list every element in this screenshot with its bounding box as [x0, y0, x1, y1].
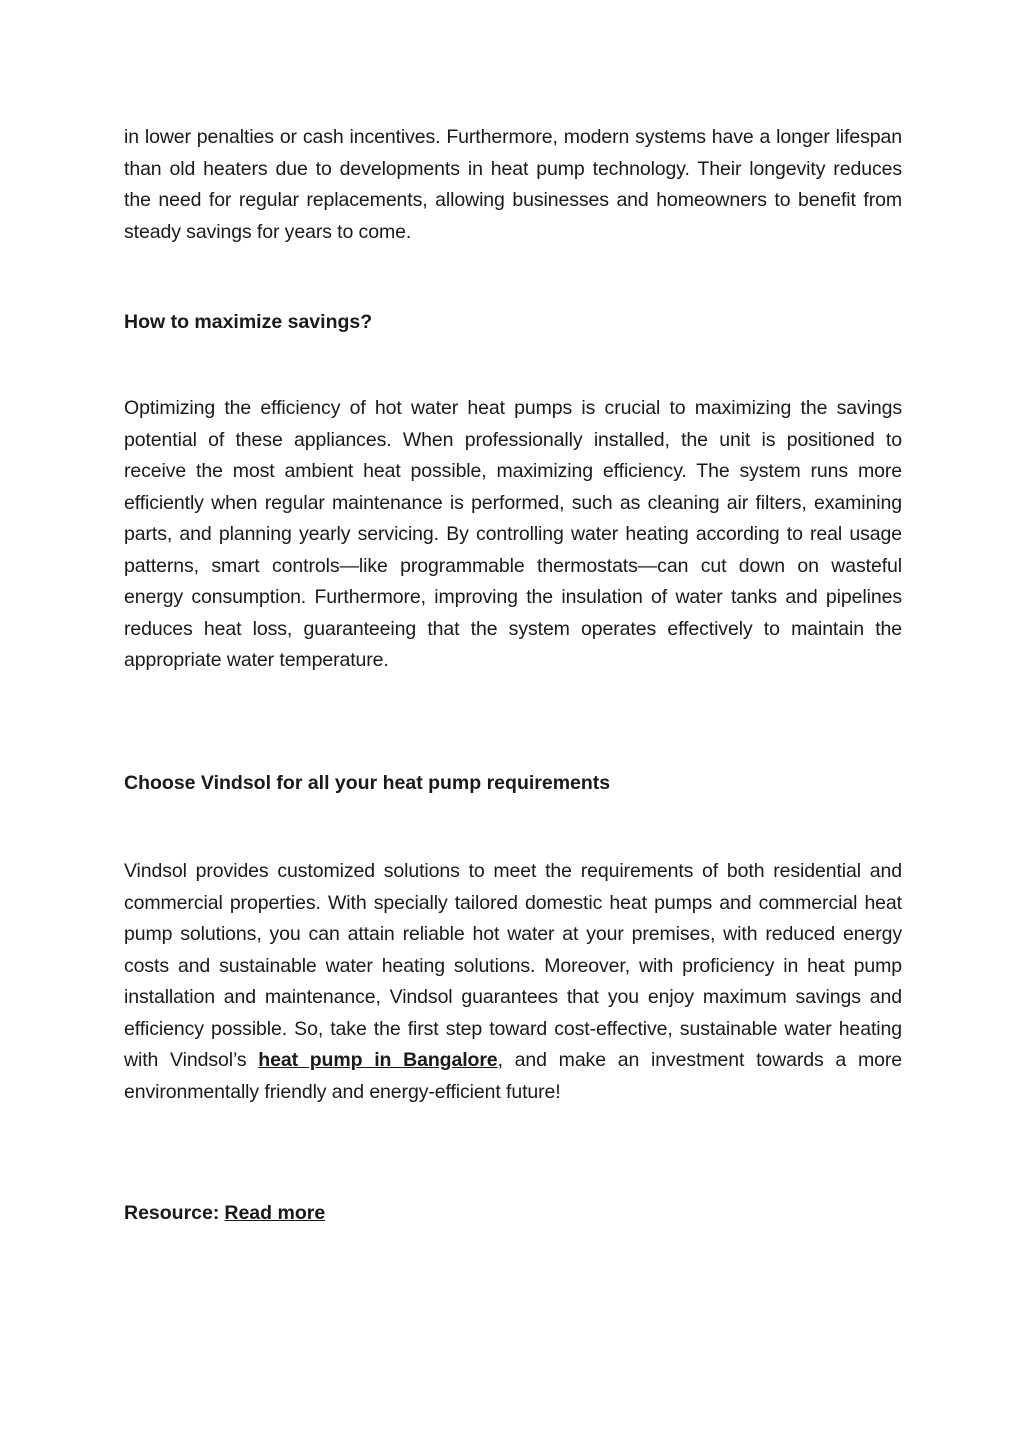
choose-vindsol-paragraph	[124, 856, 902, 1108]
heat-pump-bangalore-link[interactable]: heat pump in Bangalore	[258, 1049, 498, 1071]
maximize-savings-paragraph: Optimizing the efficiency of hot water heat pumps is crucial to maximizing the savings potential of these appliances. When professionally installed, the unit is positioned to receive the most ambient heat possible, maximizing efficiency. The system runs more efficiently when regular maintenance is performed, such as cleaning air filters, examining parts, and planning yearly servicing. By controlling water heating according to real usage patterns, smart controls—like programmable thermostats—can cut down on wasteful energy consumption. Furthermore, improving the insulation of water tanks and pipelines reduces heat loss, guaranteeing that the system operates effectively to maintain the appropriate water temperature.	[124, 397, 902, 671]
section-heading-choose-vindsol: Choose Vindsol for all your heat pump requirements	[124, 772, 611, 794]
resource-label: Resource:	[124, 1202, 220, 1224]
section-heading-maximize-savings: How to maximize savings?	[124, 311, 373, 333]
resource-line	[124, 1198, 325, 1230]
intro-paragraph: in lower penalties or cash incentives. Furthermore, modern systems have a longer lifespan than old heaters due to developments in heat pump technology. Their longevity reduces the need for regular replacements, allowing businesses and homeowners to benefit from steady savings for years to come.	[124, 126, 902, 243]
paragraph-text-before-link: Vindsol provides customized solutions to meet the requirements of both residential and commercial properties. With specially tailored domestic heat pumps and commercial heat pump solutions, you can attain reliable hot water at your premises, with reduced energy costs and sustainable water heating solutions. Moreover, with proficiency in heat pump installation and maintenance, Vindsol guarantees that you enjoy maximum savings and efficiency possible. So, take the first step toward cost-effective, sustainable water heating with Vindsol’s	[124, 860, 902, 1071]
read-more-link[interactable]: Read more	[224, 1202, 326, 1224]
paragraph-text-after-link: , and make an investment towards a more environmentally friendly and energy-efficient future!	[124, 1049, 902, 1103]
